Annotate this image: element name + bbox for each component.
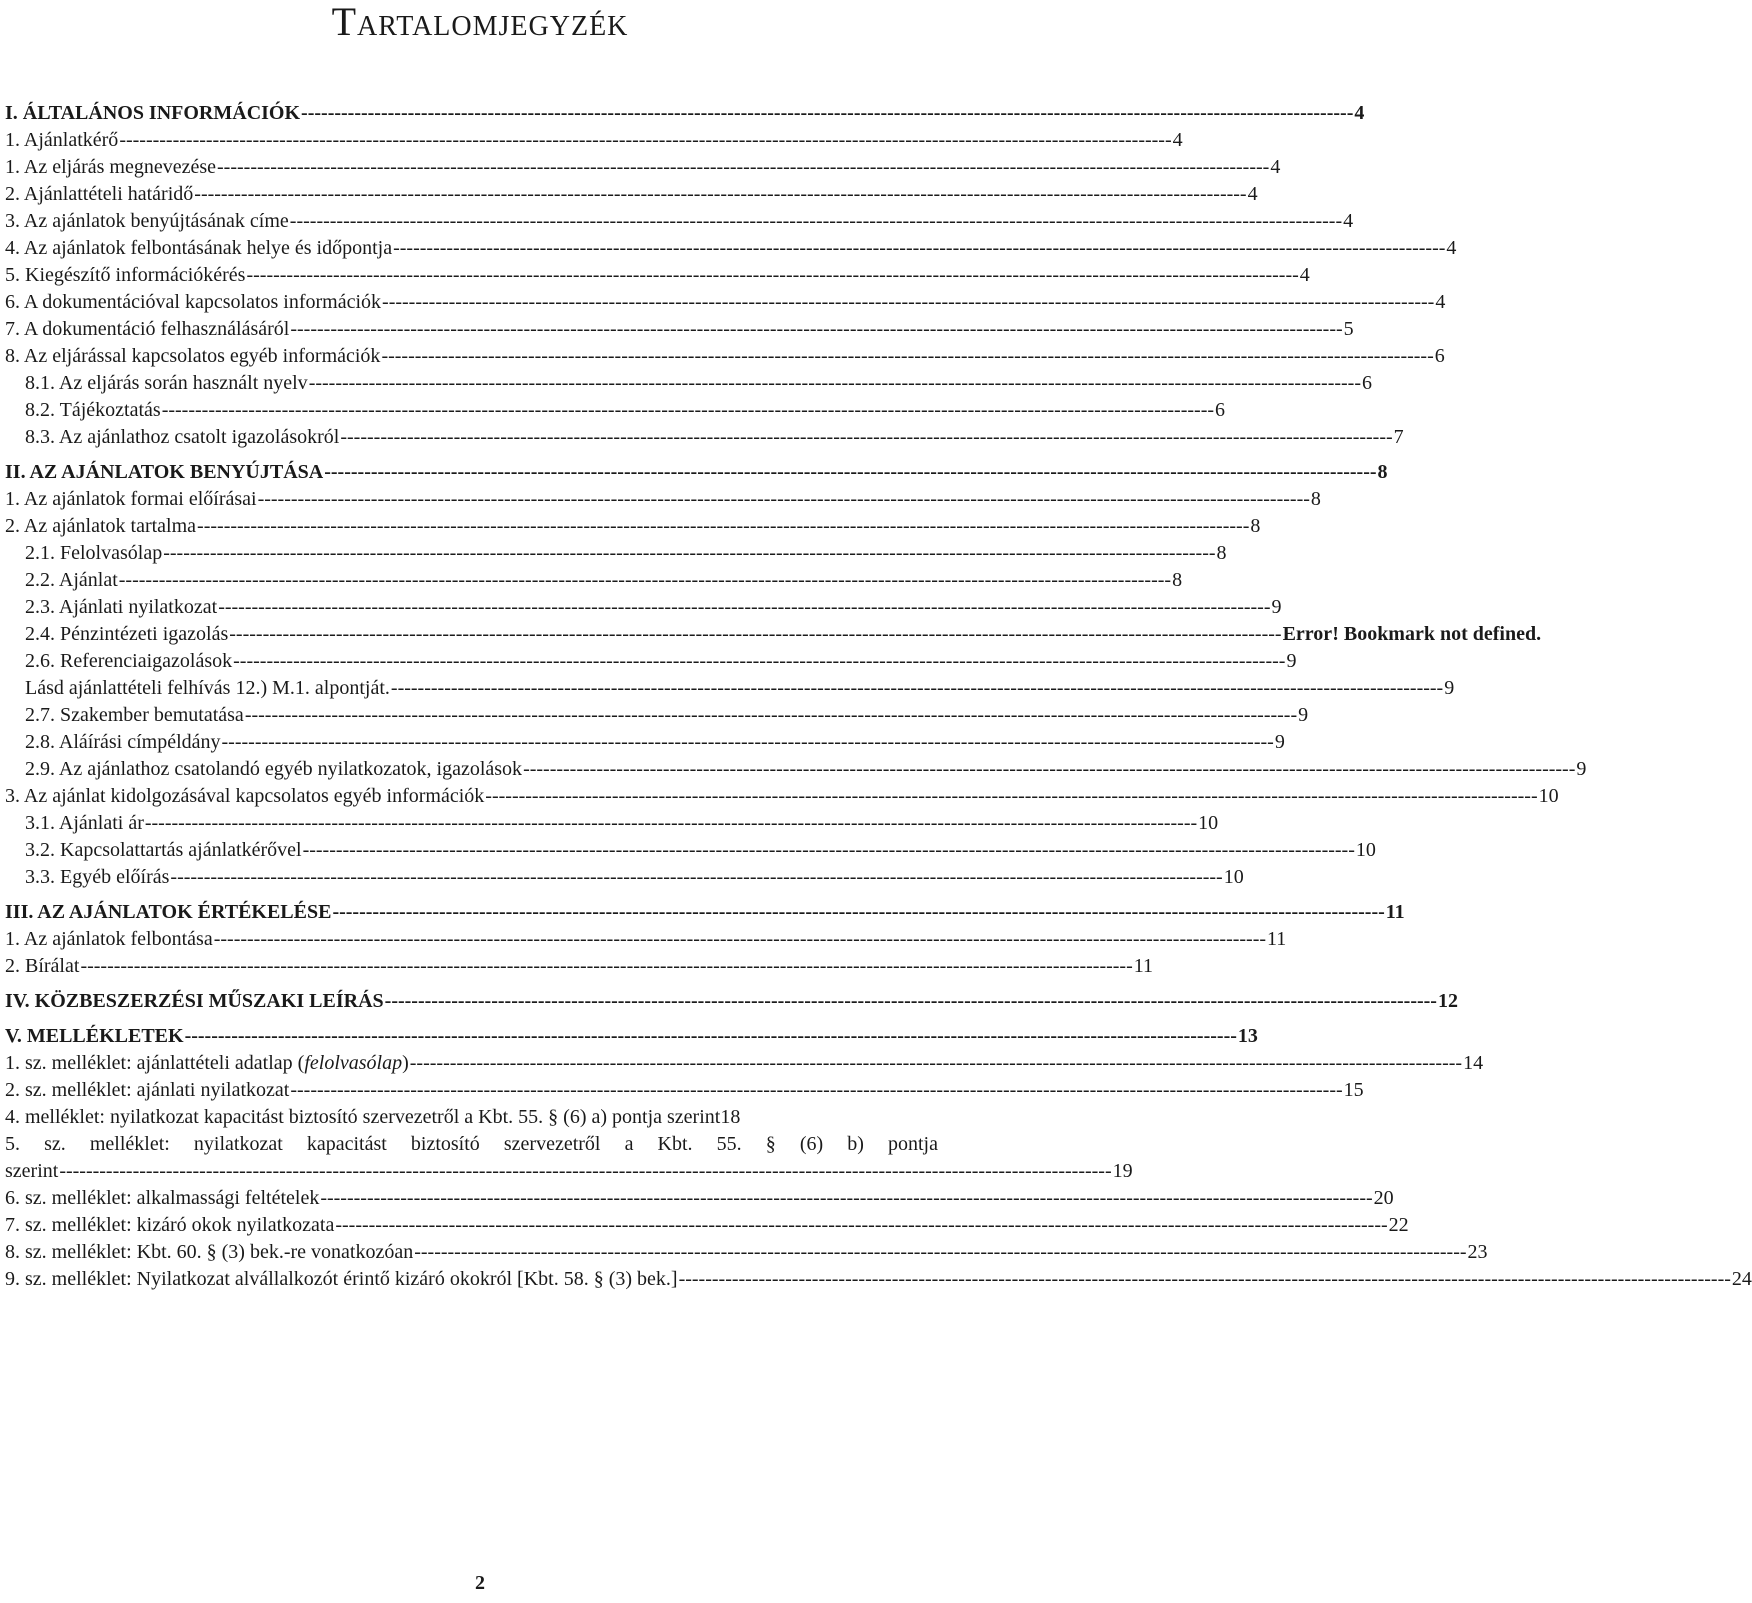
toc-dot-leader: -------------------------------------------------------------------------------------------------------------------------------------------------------------- — [381, 345, 1434, 367]
toc-entry[interactable] — [5, 756, 1587, 783]
toc-entry[interactable] — [5, 675, 1455, 702]
toc-entry-label: 2.6. Referenciaigazolások — [25, 650, 233, 672]
toc-entry-label: 7. sz. melléklet: kizáró okok nyilatkozata — [5, 1214, 335, 1236]
toc-entry-label: 6. A dokumentációval kapcsolatos információk — [5, 291, 382, 313]
toc-entry-label: 1. Az eljárás megnevezése — [5, 156, 217, 178]
toc-entry[interactable] — [5, 899, 1405, 926]
toc-entry-label: 1. Ajánlatkérő — [5, 129, 119, 151]
toc-entry-label: 4. Az ajánlatok felbontásának helye és időpontja — [5, 237, 393, 259]
toc-entry[interactable] — [5, 208, 1354, 235]
toc-entry-page: 8 — [1250, 515, 1261, 537]
toc-entry-label: I. ÁLTALÁNOS INFORMÁCIÓK — [5, 102, 301, 124]
toc-entry-label: 2.4. Pénzintézeti igazolás — [25, 623, 229, 645]
toc-entry[interactable] — [5, 864, 1244, 891]
toc-dot-leader: -------------------------------------------------------------------------------------------------------------------------------------------------------------- — [244, 704, 1298, 726]
toc-dot-leader: -------------------------------------------------------------------------------------------------------------------------------------------------------------- — [144, 812, 1198, 834]
toc-entry-label: 1. Az ajánlatok formai előírásai — [5, 488, 257, 510]
toc-dot-leader: -------------------------------------------------------------------------------------------------------------------------------------------------------------- — [118, 569, 1172, 591]
toc-entry-page: 8 — [1216, 542, 1227, 564]
toc-entry-page: 10 — [1355, 839, 1376, 861]
toc-entry-page: 4 — [1435, 291, 1446, 313]
toc-entry-page: 6 — [1215, 399, 1226, 421]
toc-entry[interactable] — [5, 1023, 1258, 1050]
toc-entry[interactable] — [5, 953, 1154, 980]
toc-entry-page: 4 — [1354, 102, 1365, 124]
toc-entry-page: 9 — [1298, 704, 1309, 726]
toc-dot-leader: -------------------------------------------------------------------------------------------------------------------------------------------------------------- — [170, 866, 1223, 888]
toc-entry-label: 9. sz. melléklet: Nyilatkozat alvállalkozót érintő kizáró okokról [Kbt. 58. § (3) bek.] — [5, 1268, 678, 1290]
toc-dot-leader: -------------------------------------------------------------------------------------------------------------------------------------------------------------- — [393, 237, 1446, 259]
toc-entry-label: III. AZ AJÁNLATOK ÉRTÉKELÉSE — [5, 901, 332, 923]
toc-entry-page: 5 — [1343, 318, 1354, 340]
toc-entry-page: 4 — [1343, 210, 1354, 232]
table-of-contents — [5, 100, 1752, 1293]
toc-dot-leader: -------------------------------------------------------------------------------------------------------------------------------------------------------------- — [221, 731, 1274, 753]
toc-entry-page: 11 — [1133, 955, 1154, 977]
toc-entry-page: 4 — [1446, 237, 1457, 259]
toc-dot-leader: -------------------------------------------------------------------------------------------------------------------------------------------------------------- — [390, 677, 1444, 699]
toc-entry-page: 6 — [1362, 372, 1372, 394]
toc-dot-leader: -------------------------------------------------------------------------------------------------------------------------------------------------------------- — [213, 928, 1267, 950]
toc-entry-page: 4 — [1270, 156, 1281, 178]
toc-dot-leader: -------------------------------------------------------------------------------------------------------------------------------------------------------------- — [384, 990, 1437, 1012]
toc-entry[interactable] — [5, 988, 1458, 1015]
toc-entry-page: 13 — [1237, 1025, 1258, 1047]
toc-entry-page: 14 — [1463, 1052, 1484, 1074]
toc-entry-label: 3.1. Ajánlati ár — [25, 812, 144, 834]
toc-dot-leader: -------------------------------------------------------------------------------------------------------------------------------------------------------------- — [320, 1187, 1373, 1209]
toc-dot-leader: -------------------------------------------------------------------------------------------------------------------------------------------------------------- — [340, 426, 1393, 448]
toc-entry[interactable] — [5, 289, 1446, 316]
toc-entry-label: 2.8. Aláírási címpéldány — [25, 731, 221, 753]
toc-entry[interactable] — [5, 1266, 1752, 1293]
toc-entry[interactable] — [5, 397, 1226, 424]
toc-dot-leader: -------------------------------------------------------------------------------------------------------------------------------------------------------------- — [414, 1241, 1467, 1263]
toc-dot-leader: -------------------------------------------------------------------------------------------------------------------------------------------------------------- — [302, 839, 1355, 861]
toc-entry-page: 11 — [1385, 901, 1405, 923]
toc-entry-label: 3.2. Kapcsolattartás ajánlatkérővel — [25, 839, 302, 861]
toc-entry-page: 10 — [1223, 866, 1244, 888]
toc-entry-label: 7. A dokumentáció felhasználásáról — [5, 318, 290, 340]
toc-entry[interactable] — [5, 648, 1297, 675]
toc-entry[interactable] — [5, 926, 1287, 953]
toc-entry-label: 2.1. Felolvasólap — [25, 542, 163, 564]
toc-entry-page: 8 — [1310, 488, 1321, 510]
toc-entry[interactable] — [5, 459, 1388, 486]
toc-dot-leader: -------------------------------------------------------------------------------------------------------------------------------------------------------------- — [332, 901, 1385, 923]
toc-entry-page: 8 — [1172, 569, 1183, 591]
toc-dot-leader: -------------------------------------------------------------------------------------------------------------------------------------------------------------- — [409, 1052, 1463, 1074]
toc-dot-leader: -------------------------------------------------------------------------------------------------------------------------------------------------------------- — [229, 623, 1282, 645]
toc-dot-leader: -------------------------------------------------------------------------------------------------------------------------------------------------------------- — [59, 1160, 1112, 1182]
toc-entry[interactable] — [5, 729, 1285, 756]
toc-entry[interactable] — [5, 181, 1258, 208]
toc-dot-leader: -------------------------------------------------------------------------------------------------------------------------------------------------------------- — [119, 129, 1172, 151]
toc-entry[interactable] — [5, 594, 1282, 621]
toc-entry-page: 23 — [1467, 1241, 1488, 1263]
toc-dot-leader: -------------------------------------------------------------------------------------------------------------------------------------------------------------- — [233, 650, 1286, 672]
toc-entry[interactable] — [5, 316, 1354, 343]
toc-entry-page: 4 — [1299, 264, 1310, 286]
toc-entry-label: 6. sz. melléklet: alkalmassági feltételek — [5, 1187, 320, 1209]
toc-entry-label: 5. sz. melléklet: nyilatkozat kapacitást biztosító szervezetről a Kbt. 55. § (6) b) pontja — [5, 1133, 938, 1155]
toc-dot-leader: -------------------------------------------------------------------------------------------------------------------------------------------------------------- — [257, 488, 1310, 510]
toc-entry[interactable] — [5, 837, 1376, 864]
toc-entry-label: 2.2. Ajánlat — [25, 569, 118, 591]
toc-entry-page: 9 — [1271, 596, 1282, 618]
toc-dot-leader: -------------------------------------------------------------------------------------------------------------------------------------------------------------- — [184, 1025, 1237, 1047]
toc-entry-page: 15 — [1343, 1079, 1364, 1101]
toc-entry-page: 24 — [1731, 1268, 1752, 1290]
toc-entry-page: 9 — [1444, 677, 1455, 699]
toc-entry-page: 20 — [1373, 1187, 1394, 1209]
toc-entry[interactable] — [5, 567, 1183, 594]
toc-entry-page: 18 — [720, 1106, 741, 1128]
toc-entry[interactable] — [5, 783, 1559, 810]
toc-entry-label: 3. Az ajánlat kidolgozásával kapcsolatos egyéb információk — [5, 785, 485, 807]
toc-dot-leader: -------------------------------------------------------------------------------------------------------------------------------------------------------------- — [335, 1214, 1388, 1236]
toc-dot-leader: -------------------------------------------------------------------------------------------------------------------------------------------------------------- — [80, 955, 1133, 977]
toc-entry[interactable] — [5, 486, 1321, 513]
toc-entry-page: 19 — [1112, 1160, 1133, 1182]
toc-entry-label: 5. Kiegészítő információkérés — [5, 264, 246, 286]
toc-entry-page: 4 — [1247, 183, 1258, 205]
toc-dot-leader: -------------------------------------------------------------------------------------------------------------------------------------------------------------- — [308, 372, 1361, 394]
toc-entry-page: 8 — [1377, 461, 1388, 483]
toc-entry[interactable] — [5, 370, 1372, 397]
toc-entry-page: 9 — [1274, 731, 1285, 753]
toc-entry[interactable] — [5, 262, 1310, 289]
toc-entry[interactable] — [5, 127, 1183, 154]
toc-dot-leader: -------------------------------------------------------------------------------------------------------------------------------------------------------------- — [678, 1268, 1731, 1290]
toc-entry-label: 4. melléklet: nyilatkozat kapacitást biztosító szervezetről a Kbt. 55. § (6) a) pontja szerint — [5, 1106, 721, 1128]
toc-entry-label: V. MELLÉKLETEK — [5, 1025, 184, 1047]
toc-entry-page: 4 — [1172, 129, 1183, 151]
toc-dot-leader: -------------------------------------------------------------------------------------------------------------------------------------------------------------- — [324, 461, 1377, 483]
toc-entry-label: 2.7. Szakember bemutatása — [25, 704, 244, 726]
toc-entry[interactable] — [5, 621, 1542, 648]
toc-entry[interactable] — [5, 154, 1281, 181]
toc-entry-label: 8.3. Az ajánlathoz csatolt igazolásokról — [25, 426, 340, 448]
toc-entry-page: 7 — [1393, 426, 1404, 448]
toc-entry[interactable] — [5, 235, 1457, 262]
toc-entry-page: 6 — [1434, 345, 1445, 367]
toc-entry-page: 22 — [1388, 1214, 1409, 1236]
toc-entry-label: 3. Az ajánlatok benyújtásának címe — [5, 210, 289, 232]
toc-entry-label: 1. sz. melléklet: ajánlattételi adatlap (felolvasólap) — [5, 1052, 409, 1074]
toc-entry-label: II. AZ AJÁNLATOK BENYÚJTÁSA — [5, 461, 324, 483]
toc-entry[interactable] — [5, 513, 1261, 540]
toc-dot-leader: -------------------------------------------------------------------------------------------------------------------------------------------------------------- — [301, 102, 1354, 124]
toc-entry[interactable] — [5, 810, 1219, 837]
toc-entry[interactable] — [5, 1050, 1484, 1077]
toc-entry-label: 8.1. Az eljárás során használt nyelv — [25, 372, 308, 394]
toc-entry[interactable] — [5, 1104, 938, 1131]
toc-dot-leader: -------------------------------------------------------------------------------------------------------------------------------------------------------------- — [197, 515, 1250, 537]
toc-dot-leader: -------------------------------------------------------------------------------------------------------------------------------------------------------------- — [217, 156, 1270, 178]
toc-entry-page: 10 — [1198, 812, 1219, 834]
toc-entry-page: 10 — [1538, 785, 1559, 807]
toc-entry[interactable] — [5, 1077, 1364, 1104]
toc-entry-label: 2. Bírálat — [5, 955, 80, 977]
toc-dot-leader: -------------------------------------------------------------------------------------------------------------------------------------------------------------- — [163, 542, 1216, 564]
toc-entry-label: 1. Az ajánlatok felbontása — [5, 928, 213, 950]
toc-entry-label: 2. sz. melléklet: ajánlati nyilatkozat — [5, 1079, 290, 1101]
toc-entry[interactable] — [5, 540, 1227, 567]
toc-dot-leader: -------------------------------------------------------------------------------------------------------------------------------------------------------------- — [161, 399, 1215, 421]
toc-entry-label: 2.3. Ajánlati nyilatkozat — [25, 596, 218, 618]
toc-entry[interactable] — [5, 702, 1309, 729]
toc-dot-leader: -------------------------------------------------------------------------------------------------------------------------------------------------------------- — [485, 785, 1538, 807]
page-title: Tartalomjegyzék — [331, 0, 629, 44]
toc-entry-label: Lásd ajánlattételi felhívás 12.) M.1. alpontját. — [25, 677, 390, 699]
toc-entry-page: 11 — [1267, 928, 1287, 950]
toc-entry-label: IV. KÖZBESZERZÉSI MŰSZAKI LEÍRÁS — [5, 990, 384, 1012]
toc-entry[interactable] — [5, 1158, 1133, 1185]
toc-entry-label: 8. Az eljárással kapcsolatos egyéb információk — [5, 345, 381, 367]
toc-dot-leader: -------------------------------------------------------------------------------------------------------------------------------------------------------------- — [194, 183, 1247, 205]
toc-dot-leader: -------------------------------------------------------------------------------------------------------------------------------------------------------------- — [218, 596, 1271, 618]
toc-dot-leader: -------------------------------------------------------------------------------------------------------------------------------------------------------------- — [523, 758, 1576, 780]
toc-entry-label: 2. Ajánlattételi határidő — [5, 183, 194, 205]
toc-entry-page: 9 — [1576, 758, 1587, 780]
page-number: 2 — [475, 1572, 485, 1594]
toc-dot-leader: -------------------------------------------------------------------------------------------------------------------------------------------------------------- — [289, 210, 1343, 232]
toc-entry[interactable] — [5, 1212, 1409, 1239]
toc-entry-page: 9 — [1286, 650, 1297, 672]
toc-entry-page: Error! Bookmark not defined. — [1282, 623, 1542, 645]
toc-dot-leader: -------------------------------------------------------------------------------------------------------------------------------------------------------------- — [246, 264, 1299, 286]
toc-entry[interactable] — [5, 100, 1365, 127]
toc-entry-label: 2.9. Az ajánlathoz csatolandó egyéb nyilatkozatok, igazolások — [25, 758, 523, 780]
toc-dot-leader: -------------------------------------------------------------------------------------------------------------------------------------------------------------- — [382, 291, 1435, 313]
toc-dot-leader: -------------------------------------------------------------------------------------------------------------------------------------------------------------- — [290, 1079, 1343, 1101]
toc-entry-label: 3.3. Egyéb előírás — [25, 866, 170, 888]
toc-entry-label: 8. sz. melléklet: Kbt. 60. § (3) bek.-re vonatkozóan — [5, 1241, 414, 1263]
toc-dot-leader: -------------------------------------------------------------------------------------------------------------------------------------------------------------- — [290, 318, 1343, 340]
toc-entry[interactable] — [5, 424, 1404, 451]
toc-entry-label: 8.2. Tájékoztatás — [25, 399, 161, 421]
toc-entry[interactable] — [5, 1185, 1394, 1212]
toc-entry[interactable] — [5, 343, 1445, 370]
toc-entry[interactable] — [5, 1131, 938, 1158]
toc-entry[interactable] — [5, 1239, 1488, 1266]
toc-entry-page: 12 — [1437, 990, 1458, 1012]
toc-entry-label: 2. Az ajánlatok tartalma — [5, 515, 197, 537]
toc-entry-label: szerint — [5, 1160, 59, 1182]
